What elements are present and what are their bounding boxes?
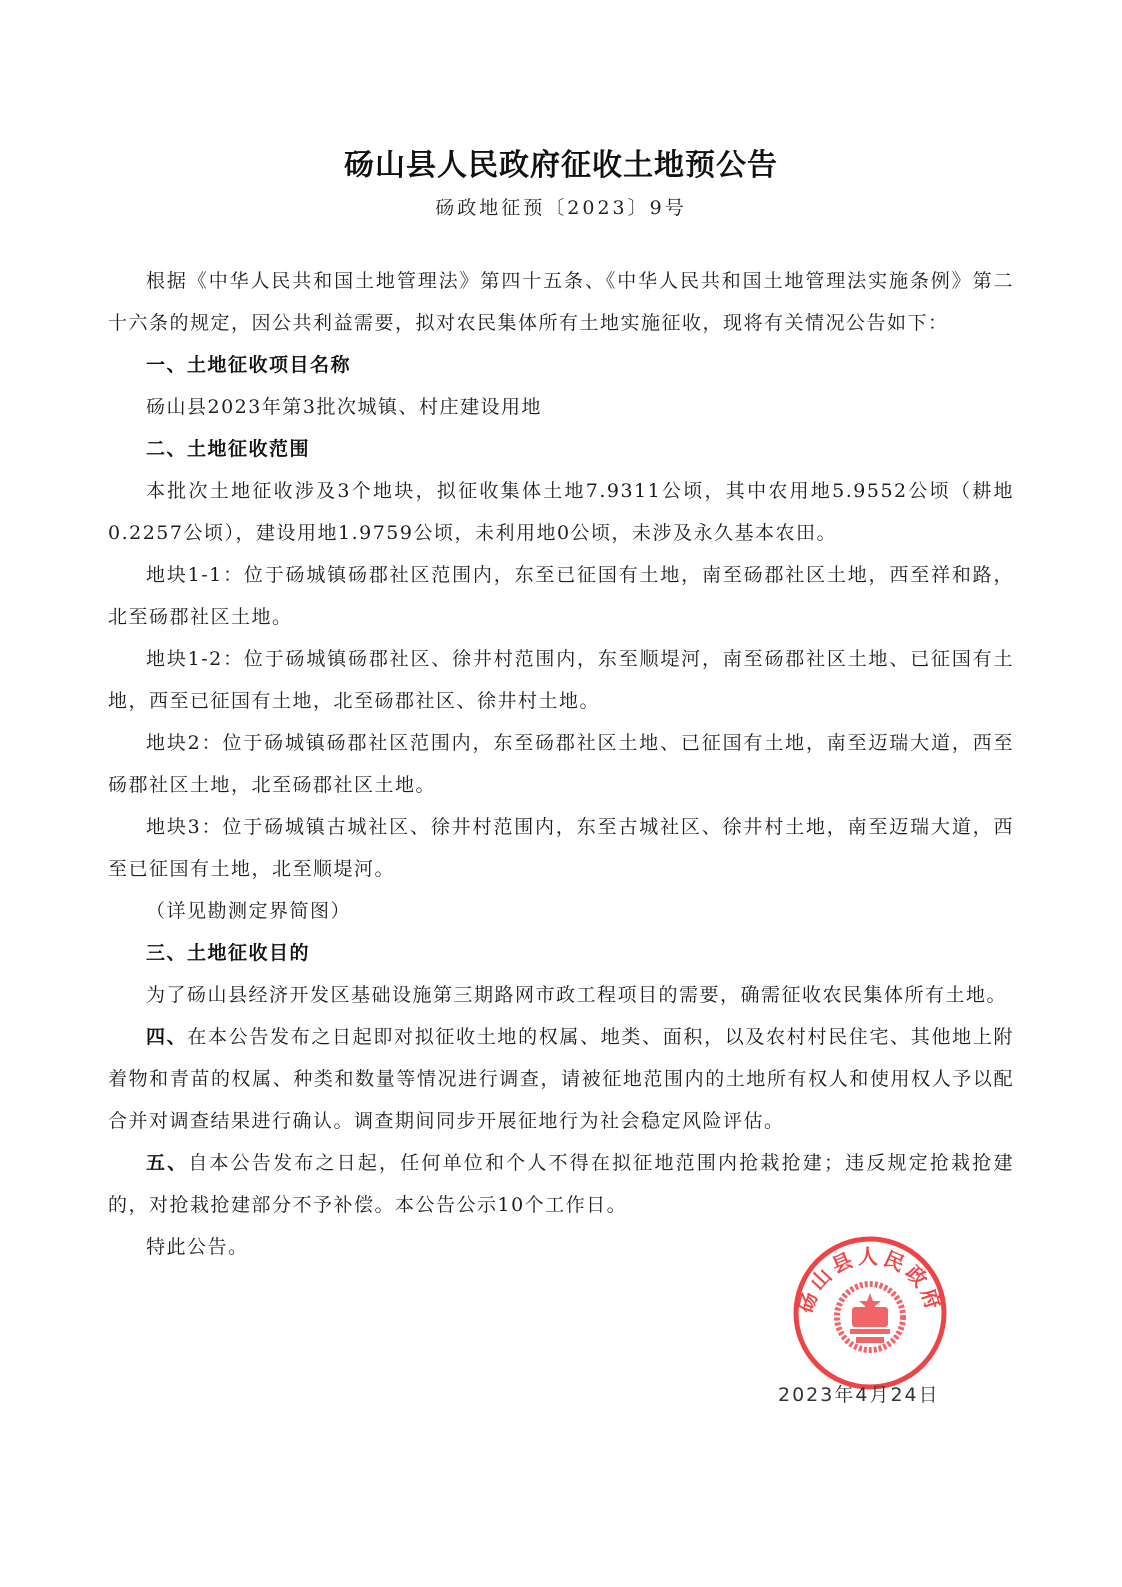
issue-date: 2023年4月24日 <box>778 1384 940 1406</box>
parcel-1-2: 地块1-2：位于砀城镇砀郡社区、徐井村范围内，东至顺堤河，南至砀郡社区土地、已征国有土地，西至已征国有土地，北至砀郡社区、徐井村土地。 <box>108 648 1014 712</box>
section-heading-purpose: 三、土地征收目的 <box>146 942 311 964</box>
item-five-paragraph <box>108 1142 1014 1226</box>
survey-map-note: （详见勘测定界简图） <box>146 900 352 922</box>
intro-paragraph: 根据《中华人民共和国土地管理法》第四十五条、《中华人民共和国土地管理法实施条例》第二十六条的规定，因公共利益需要，拟对农民集体所有土地实施征收，现将有关情况公告如下： <box>108 270 1014 334</box>
item-four-paragraph <box>108 1016 1014 1142</box>
item-five-text: 自本公告发布之日起，任何单位和个人不得在拟征地范围内抢栽抢建；违反规定抢栽抢建的，对抢栽抢建部分不予补偿。本公告公示10个工作日。 <box>108 1152 1014 1216</box>
official-seal-icon <box>790 1233 950 1393</box>
parcel-3: 地块3：位于砀城镇古城社区、徐井村范围内，东至古城社区、徐井村土地，南至迈瑞大道，西至已征国有土地，北至顺堤河。 <box>108 816 1014 880</box>
seal-text-path: 砀山县人民政府 <box>793 1244 947 1316</box>
parcel-1-1: 地块1-1：位于砀城镇砀郡社区范围内，东至已征国有土地，南至砀郡社区土地，西至祥和路，北至砀郡社区土地。 <box>108 564 1014 628</box>
scope-summary: 本批次土地征收涉及3个地块，拟征收集体土地7.9311公顷，其中农用地5.9552公顷（耕地0.2257公顷），建设用地1.9759公顷，未利用地0公顷，未涉及永久基本农田。 <box>108 480 1014 544</box>
document-body <box>108 260 1014 1268</box>
document-number: 砀政地征预〔2023〕9号 <box>435 197 687 219</box>
parcel-2: 地块2：位于砀城镇砀郡社区范围内，东至砀郡社区土地、已征国有土地，南至迈瑞大道，西至砀郡社区土地，北至砀郡社区土地。 <box>108 732 1014 796</box>
purpose-text: 为了砀山县经济开发区基础设施第三期路网市政工程项目的需要，确需征收农民集体所有土地。 <box>146 984 1008 1006</box>
section-heading-project-name: 一、土地征收项目名称 <box>146 354 352 376</box>
item-four-lead: 四、 <box>146 1026 188 1048</box>
section-heading-scope: 二、土地征收范围 <box>146 438 311 460</box>
project-name: 砀山县2023年第3批次城镇、村庄建设用地 <box>146 396 542 418</box>
national-emblem-icon <box>837 1284 903 1350</box>
document-title: 砀山县人民政府征收土地预公告 <box>344 148 778 183</box>
item-four-text: 在本公告发布之日起即对拟征收土地的权属、地类、面积，以及农村村民住宅、其他地上附着物和青苗的权属、种类和数量等情况进行调查，请被征地范围内的土地所有权人和使用权人予以配合并对调查结果进行确认。调查期间同步开展征地行为社会稳定风险评估。 <box>108 1026 1014 1132</box>
closing-text: 特此公告。 <box>146 1236 249 1258</box>
item-five-lead: 五、 <box>146 1152 189 1174</box>
